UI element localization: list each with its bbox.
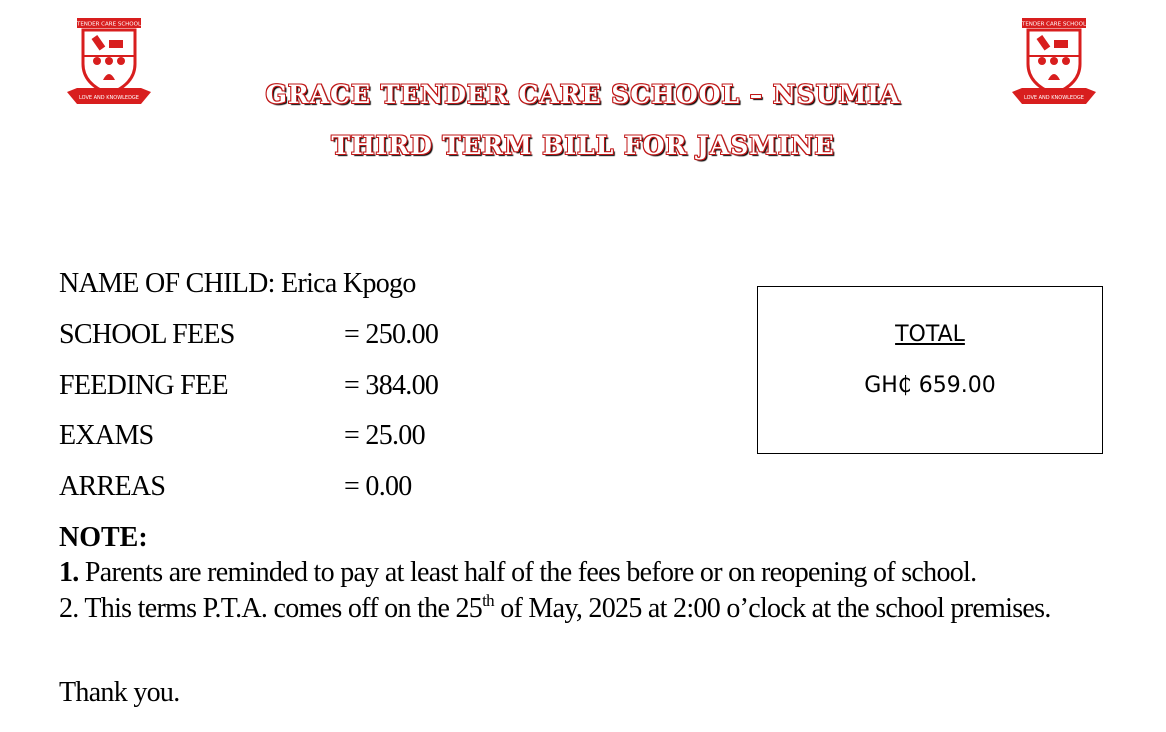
- crest-top-text: TENDER CARE SCHOOL: [1021, 21, 1087, 28]
- crest-top-text: TENDER CARE SCHOOL: [76, 21, 142, 28]
- fee-label-exams: EXAMS: [59, 420, 154, 451]
- note-item-1-number: 1.: [59, 557, 79, 588]
- fee-value-arreas: = 0.00: [344, 471, 412, 502]
- fee-label-feeding-fee: FEEDING FEE: [59, 370, 228, 401]
- fee-value-exams: = 25.00: [344, 420, 425, 451]
- note-item-1-text: Parents are reminded to pay at least half of the fees before or on reopening of school.: [78, 557, 977, 588]
- closing-text: Thank you.: [59, 677, 180, 708]
- note-item-2-start: 2. This terms P.T.A. comes off on the 25: [59, 593, 483, 624]
- child-name-line: NAME OF CHILD: Erica Kpogo: [59, 268, 416, 299]
- note-item-2-end: of May, 2025 at 2:00 o’clock at the school premises.: [493, 593, 1051, 624]
- fee-label-arreas: ARREAS: [59, 471, 166, 502]
- total-amount: GH₵ 659.00: [864, 373, 996, 398]
- note-item-2: [59, 592, 1059, 626]
- note-item-2-ordinal: th: [482, 591, 494, 610]
- note-heading: NOTE:: [59, 522, 148, 553]
- note-item-1: [59, 557, 976, 589]
- fee-value-feeding-fee: = 384.00: [344, 370, 439, 401]
- crest-motto: LOVE AND KNOWLEDGE: [1024, 95, 1084, 101]
- total-label: TOTAL: [895, 322, 965, 347]
- school-title: GRACE TENDER CARE SCHOOL – NSUMIA: [265, 80, 901, 109]
- fee-value-school-fees: = 250.00: [344, 319, 439, 350]
- bill-title: THIRD TERM BILL FOR JASMINE: [331, 131, 835, 160]
- fee-label-school-fees: SCHOOL FEES: [59, 319, 235, 350]
- crest-motto: LOVE AND KNOWLEDGE: [79, 95, 139, 101]
- total-box: [757, 286, 1103, 454]
